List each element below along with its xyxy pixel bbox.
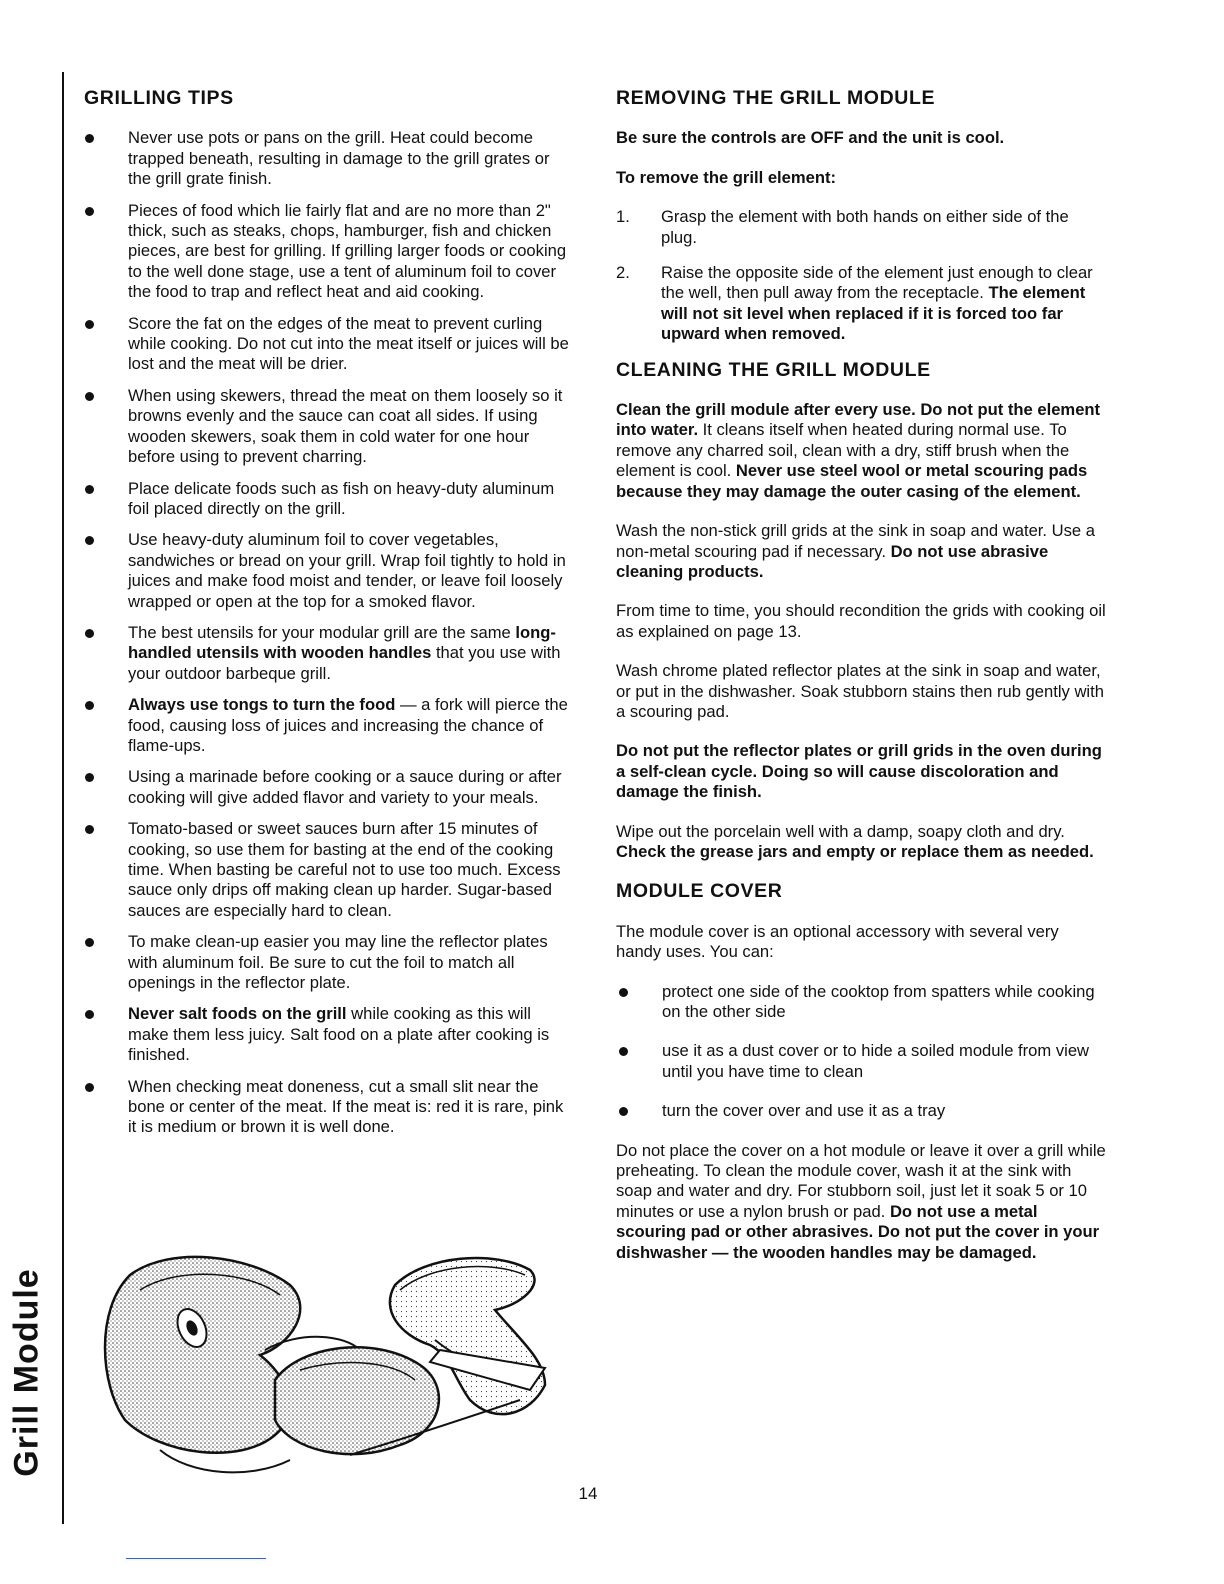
text-run: Tomato-based or sweet sauces burn after 15 minutes of cooking, so use them for basting at the end of the cooking time. When basting be careful not to use too much. Excess sauce only drips off making clean up harder. Sugar-based sauces are especially hard to clean.	[128, 819, 561, 920]
grilling-tip	[84, 1004, 574, 1065]
cover-use-item	[616, 1041, 1108, 1082]
text-run: Using a marinade before cooking or a sauce during or after cooking will give added flavor and variety to your meals.	[128, 767, 562, 807]
text-run: Grasp the element with both hands on either side of the plug.	[661, 207, 1069, 247]
bullet-icon	[85, 207, 94, 216]
removing-heading: REMOVING THE GRILL MODULE	[616, 87, 936, 109]
text-run: Wash chrome plated reflector plates at the sink in soap and water, or put in the dishwasher. Soak stubborn stains then rub gently with a scouring pad.	[616, 661, 1104, 721]
cleaning-paragraph	[616, 661, 1108, 722]
cleaning-paragraph	[616, 741, 1108, 802]
step-number: 2.	[616, 263, 630, 283]
text-run: — a fork will pierce the food, causing loss of juices and increasing the chance of flame-ups.	[128, 695, 568, 755]
cleaning-paragraph	[616, 400, 1108, 502]
cover-use-item	[616, 1101, 1108, 1121]
removal-step	[616, 263, 1108, 345]
bold-text: Do not use abrasive cleaning products.	[616, 541, 1049, 581]
cover-use-item	[616, 982, 1108, 1023]
bullet-icon	[85, 134, 94, 143]
bold-text: Do not use a metal scouring pad or other abrasives. Do not put the cover in your dishwasher — the wooden handles may be damaged.	[616, 1201, 1100, 1262]
text-run: The best utensils for your modular grill are the same	[128, 622, 516, 642]
bullet-icon	[619, 1047, 628, 1056]
bullet-icon	[85, 629, 94, 638]
bullet-icon	[85, 701, 94, 710]
removal-step	[616, 207, 1108, 248]
bullet-icon	[85, 320, 94, 329]
text-run: Wipe out the porcelain well with a damp, soapy cloth and dry.	[616, 821, 1065, 841]
cleaning-heading: CLEANING THE GRILL MODULE	[616, 358, 931, 381]
module-cover-heading: MODULE COVER	[616, 880, 783, 903]
bold-text: long-handled utensils with wooden handles	[128, 622, 556, 663]
grilling-tip	[84, 623, 574, 684]
text-run: Use heavy-duty aluminum foil to cover vegetables, sandwiches or bread on your grill. Wrap foil tightly to hold in juices and make food moist and tender, or leave foil loosely wrapped or open at the top for a smoked flavor.	[128, 530, 566, 611]
cleaning-paragraph	[616, 601, 1108, 642]
grilling-tips-list	[84, 128, 574, 1137]
text-run: It cleans itself when heated during normal use. To remove any charred soil, clean with a dry, stiff brush when the element is cool.	[616, 420, 1070, 481]
grilling-tip	[84, 314, 574, 375]
text-run: that you use with your outdoor barbeque grill.	[128, 643, 561, 683]
grilling-tip	[84, 932, 574, 993]
module-cover-closing	[616, 1141, 1108, 1263]
bullet-icon	[85, 773, 94, 782]
left-margin-rule	[62, 72, 64, 1524]
left-column	[84, 88, 574, 1149]
grilling-tip	[84, 819, 574, 921]
side-tab-label: Grill Module	[7, 1267, 46, 1477]
bold-text: Never use steel wool or metal scouring pads because they may damage the outer casing of the element.	[616, 461, 1088, 501]
cover-use-text: turn the cover over and use it as a tray	[662, 1101, 946, 1121]
grilling-tip	[84, 767, 574, 808]
bullet-icon	[85, 1083, 94, 1092]
step-number: 1.	[616, 207, 630, 227]
cover-use-text: use it as a dust cover or to hide a soiled module from view until you have time to clean	[662, 1041, 1090, 1081]
text-run: Place delicate foods such as fish on heavy-duty aluminum foil placed directly on the grill.	[128, 478, 555, 518]
text-run: When using skewers, thread the meat on them loosely so it browns evenly and the sauce can coat all sides. If using wooden skewers, soak them in cold water for one hour before using to prevent charring.	[128, 385, 563, 467]
bullet-icon	[85, 485, 94, 494]
grilling-tip	[84, 386, 574, 468]
cleaning-paragraph	[616, 521, 1108, 582]
grilling-tip	[84, 530, 574, 612]
removal-steps-list	[616, 207, 1108, 344]
grilling-tip	[84, 695, 574, 756]
bullet-icon	[619, 988, 628, 997]
bullet-icon	[85, 1010, 94, 1019]
bold-text: Clean the grill module after every use. Do not put the element into water.	[616, 400, 1101, 440]
grilling-tip	[84, 201, 574, 303]
text-run: Do not place the cover on a hot module or leave it over a grill while preheating. To clean the module cover, wash it at the sink with soap and water and dry. For stubborn soil, just let it soak 5 or 10 minutes or use a nylon brush or pad.	[616, 1140, 1106, 1221]
cover-use-text: protect one side of the cooktop from spatters while cooking on the other side	[662, 981, 1095, 1021]
cleaning-section	[616, 400, 1108, 862]
bold-text: The element will not sit level when replaced if it is forced too far upward when removed.	[661, 283, 1086, 344]
grilled-meats-illustration	[100, 1250, 550, 1490]
text-run: while cooking as this will make them less juicy. Salt food on a plate after cooking is finished.	[128, 1004, 550, 1065]
bullet-icon	[85, 825, 94, 834]
footer-rule	[126, 1558, 266, 1559]
bold-text: Check the grease jars and empty or replace them as needed.	[616, 841, 1094, 861]
removing-caution: Be sure the controls are OFF and the unit is cool.	[616, 128, 1005, 148]
bullet-icon	[85, 392, 94, 401]
text-run: When checking meat doneness, cut a small slit near the bone or center of the meat. If the meat is: red it is rare, pink it is medium or brown it is well done.	[128, 1076, 564, 1137]
text-run: From time to time, you should recondition the grids with cooking oil as explained on page 13.	[616, 601, 1106, 641]
grilling-tips-heading: GRILLING TIPS	[84, 87, 234, 109]
text-run: To make clean-up easier you may line the reflector plates with aluminum foil. Be sure to cut the foil to match all openings in the reflector plate.	[128, 932, 548, 993]
bullet-icon	[85, 938, 94, 947]
grilling-tip	[84, 479, 574, 520]
bold-text: Always use tongs to turn the food	[128, 695, 396, 715]
right-column	[616, 88, 1108, 1282]
removing-intro: To remove the grill element:	[616, 167, 837, 187]
text-run: Raise the opposite side of the element just enough to clear the well, then pull away from the receptacle.	[661, 263, 1093, 303]
module-cover-intro: The module cover is an optional accessory with several very handy uses. You can:	[616, 921, 1059, 962]
bold-text: Never salt foods on the grill	[128, 1004, 347, 1024]
text-run: Never use pots or pans on the grill. Heat could become trapped beneath, resulting in damage to the grill grates or the grill grate finish.	[128, 128, 550, 189]
bullet-icon	[85, 536, 94, 545]
grilling-tip	[84, 128, 574, 189]
text-run: Wash the non-stick grill grids at the sink in soap and water. Use a non-metal scouring pad if necessary.	[616, 521, 1095, 561]
grilling-tip	[84, 1077, 574, 1138]
bold-text: Do not put the reflector plates or grill grids in the oven during a self-clean cycle. Doing so will cause discoloration and damage the finish.	[616, 741, 1102, 802]
section-side-tab	[4, 1262, 50, 1482]
bullet-icon	[619, 1107, 628, 1116]
text-run: Score the fat on the edges of the meat to prevent curling while cooking. Do not cut into the meat itself or juices will be lost and the meat will be drier.	[128, 313, 569, 374]
cleaning-paragraph	[616, 822, 1108, 863]
text-run: Pieces of food which lie fairly flat and are no more than 2" thick, such as steaks, chops, hamburger, fish and chicken pieces, are best for grilling. If grilling larger foods or cooking to the well done stage, use a tent of aluminum foil to cover the food to trap and reflect heat and aid cooking.	[128, 200, 567, 302]
page-number: 14	[578, 1484, 598, 1503]
module-cover-uses-list	[616, 982, 1108, 1122]
